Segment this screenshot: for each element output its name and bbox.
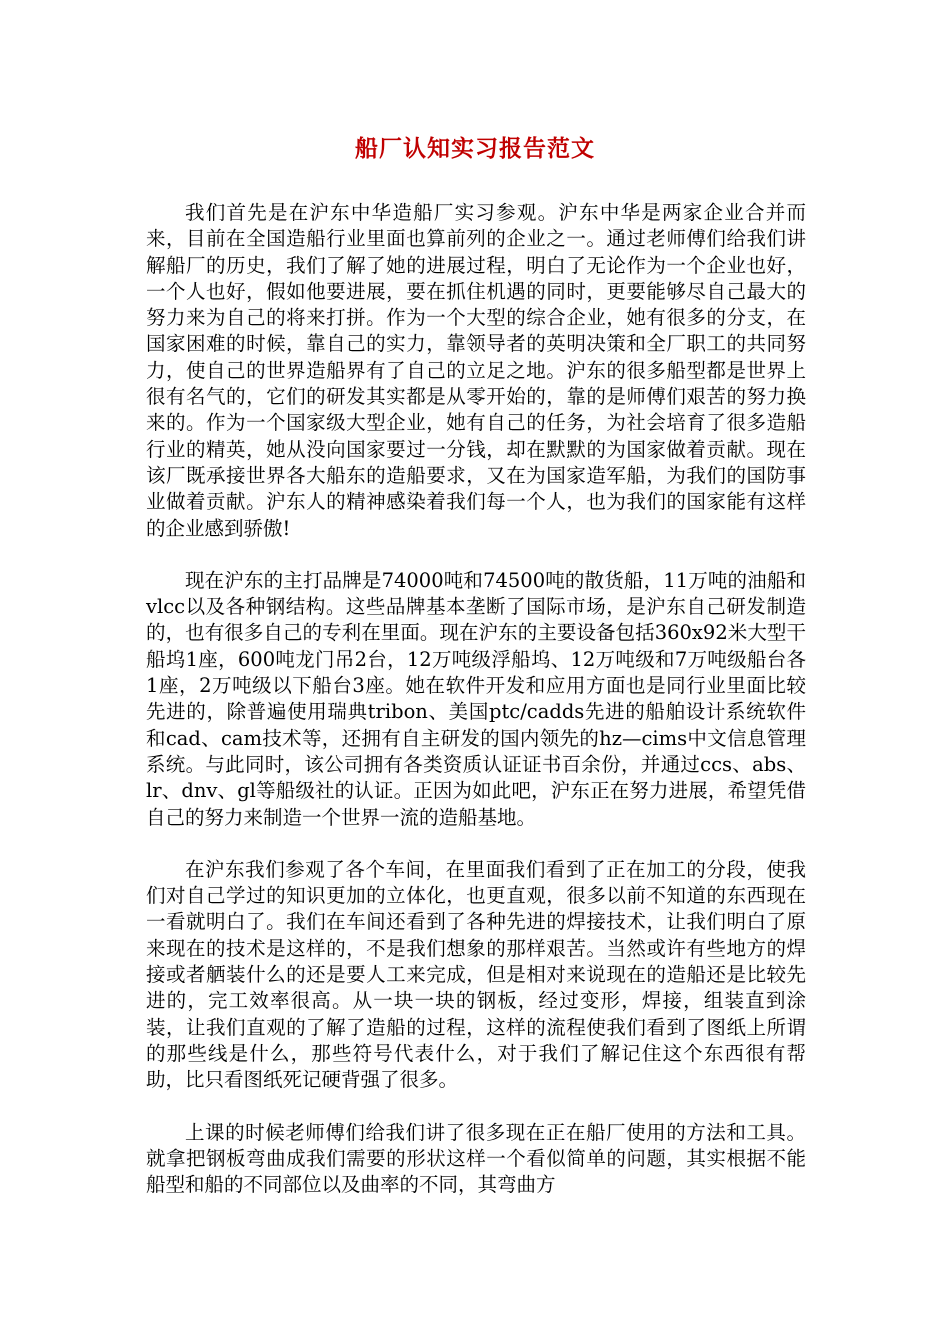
document-title: 船厂认知实习报告范文 (355, 136, 595, 162)
paragraph-4: 上课的时候老师傅们给我们讲了很多现在正在船厂使用的方法和工具。就拿把钢板弯曲成我们需要的形状这样一个看似简单的问题，其实根据不能船型和船的不同部位以及曲率的不同，其弯曲方 (146, 1120, 806, 1197)
paragraph-3: 在沪东我们参观了各个车间，在里面我们看到了正在加工的分段，使我们对自己学过的知识更加的立体化，也更直观，很多以前不知道的东西现在一看就明白了。我们在车间还看到了各种先进的焊接技术，让我们明白了原来现在的技术是这样的，不是我们想象的那样艰苦。当然或许有些地方的焊接或者舾装什么的还是要人工来完成，但是相对来说现在的造船还是比较先进的，完工效率很高。从一块一块的钢板，经过变形，焊接，组装直到涂装，让我们直观的了解了造船的过程，这样的流程使我们看到了图纸上所谓的那些线是什么，那些符号代表什么，对于我们了解记住这个东西很有帮助，比只看图纸死记硬背强了很多。 (146, 857, 806, 1092)
paragraph-2: 现在沪东的主打品牌是74000吨和74500吨的散货船，11万吨的油船和vlcc以及各种钢结构。这些品牌基本垄断了国际市场，是沪东自己研发制造的，也有很多自己的专利在里面。现在沪东的主要设备包括360x92米大型干船坞1座，600吨龙门吊2台，12万吨级浮船坞、12万吨级和7万吨级船台各1座，2万吨级以下船台3座。她在软件开发和应用方面也是同行业里面比较先进的，除普遍使用瑞典tribon、美国ptc/cadds先进的船舶设计系统软件和cad、cam技术等，还拥有自主研发的国内领先的hz—cims中文信息管理系统。与此同时，该公司拥有各类资质认证证书百余份，并通过ccs、abs、lr、dnv、gl等船级社的认证。正因为如此吧，沪东正在努力进展，希望凭借自己的努力来制造一个世界一流的造船基地。 (146, 568, 806, 829)
document-body (146, 200, 806, 1224)
paragraph-1: 我们首先是在沪东中华造船厂实习参观。沪东中华是两家企业合并而来，目前在全国造船行业里面也算前列的企业之一。通过老师傅们给我们讲解船厂的历史，我们了解了她的进展过程，明白了无论作为一个企业也好，一个人也好，假如他要进展，要在抓住机遇的同时，更要能够尽自己最大的努力来为自己的将来打拼。作为一个大型的综合企业，她有很多的分支，在国家困难的时候，靠自己的实力，靠领导者的英明决策和全厂职工的共同努力，使自己的世界造船界有了自己的立足之地。沪东的很多船型都是世界上很有名气的，它们的研发其实都是从零开始的，靠的是师傅们艰苦的努力换来的。作为一个国家级大型企业，她有自己的任务，为社会培育了很多造船行业的精英，她从没向国家要过一分钱，却在默默的为国家做着贡献。现在该厂既承接世界各大船东的造船要求，又在为国家造军船，为我们的国防事业做着贡献。沪东人的精神感染着我们每一个人，也为我们的国家能有这样的企业感到骄傲! (146, 201, 806, 540)
